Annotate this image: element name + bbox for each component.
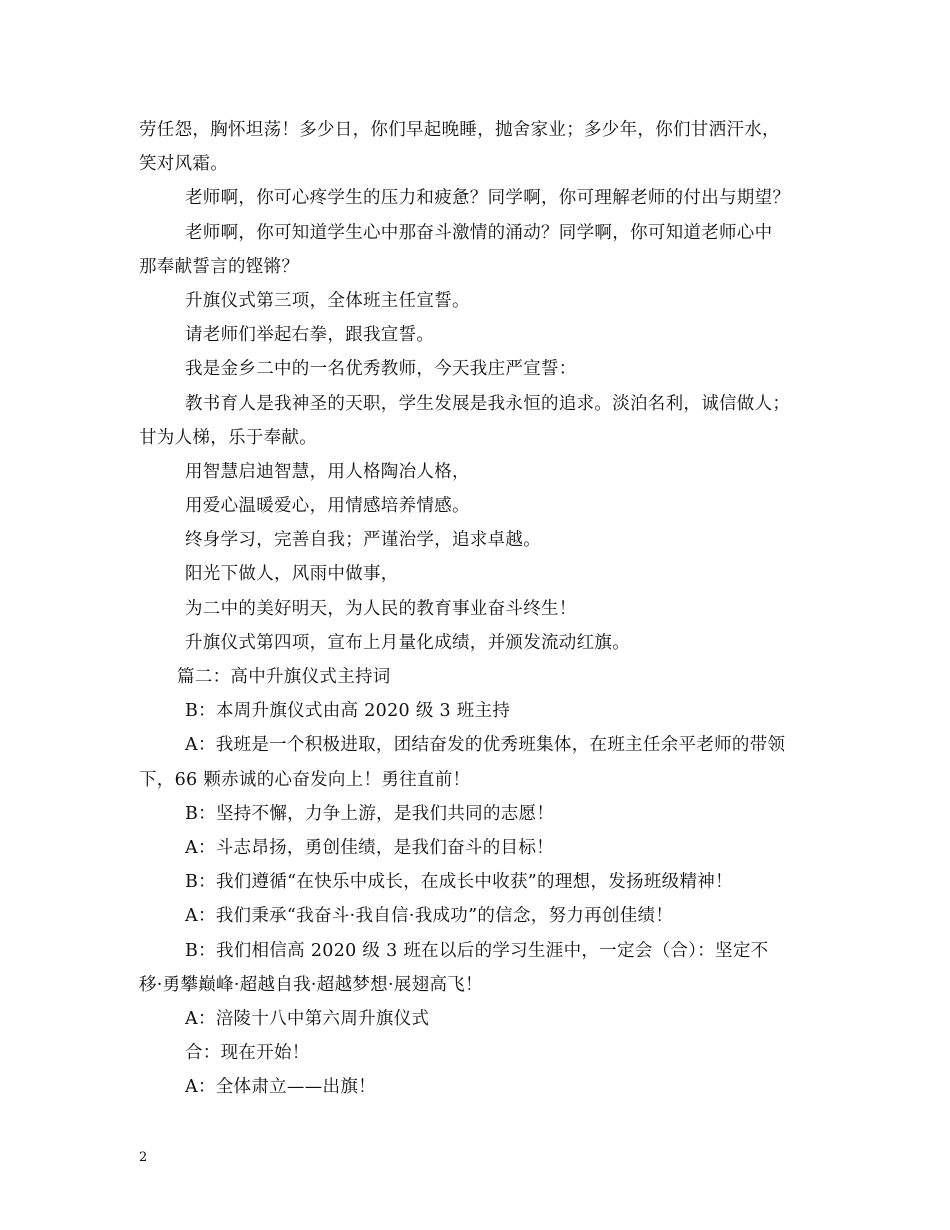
text-line: 升旗仪式第四项，宣布上月量化成绩，并颁发流动红旗。 [185,632,630,653]
text-line: B：我们相信高 2020 级 3 班在以后的学习生涯中，一定会（合）：坚定不 [185,940,769,961]
text-line: 用智慧启迪智慧，用人格陶冶人格， [185,461,470,482]
text-line: B：我们遵循“在快乐中成长，在成长中收获”的理想，发扬班级精神！ [185,872,733,893]
text-line: B：本周升旗仪式由高 2020 级 3 班主持 [185,701,511,722]
text-line: 劳任怨，胸怀坦荡！多少日，你们早起晚睡，抛舍家业；多少年，你们甘洒汗水， [139,120,780,140]
text-line: A：我班是一个积极进取，团结奋发的优秀班集体，在班主任余平老师的带领 [185,735,786,756]
page-number: 2 [139,1150,148,1165]
text-line: 我是金乡二中的一名优秀教师，今天我庄严宣誓： [185,359,577,380]
text-line: A：全体肃立——出旗！ [185,1077,376,1098]
text-line: 终身学习，完善自我；严谨治学，追求卓越。 [185,530,541,551]
text-line: B：坚持不懈，力争上游，是我们共同的志愿！ [185,803,555,824]
text-line: A：涪陵十八中第六周升旗仪式 [185,1008,430,1029]
text-line: A：我们秉承“我奋斗·我自信·我成功”的信念，努力再创佳绩！ [185,906,674,927]
text-line: 笑对风霜。 [139,154,228,175]
text-line: 升旗仪式第三项，全体班主任宣誓。 [185,290,470,311]
text-line: 请老师们举起右拳，跟我宣誓。 [185,325,435,346]
text-line: 下，66 颗赤诚的心奋发向上！勇往直前！ [139,769,471,790]
text-line: 合：现在开始！ [185,1043,310,1064]
document-body [139,113,819,1104]
text-line: 老师啊，你可知道学生心中那奋斗激情的涌动？同学啊，你可知道老师心中 [185,222,773,243]
text-line: A：斗志昂扬，勇创佳绩，是我们奋斗的目标！ [185,837,554,858]
text-line: 甘为人梯，乐于奉献。 [139,427,317,448]
text-line: 移·勇攀巅峰·超越自我·超越梦想·展翅高飞！ [139,974,483,995]
text-line: 用爱心温暖爱心，用情感培养情感。 [185,496,470,517]
text-line: 教书育人是我神圣的天职，学生发展是我永恒的追求。淡泊名利，诚信做人； [185,393,791,414]
text-line: 阳光下做人，风雨中做事， [185,564,399,585]
text-line: 那奉献誓言的铿锵？ [139,256,300,277]
text-line: 老师啊，你可心疼学生的压力和疲惫？同学啊，你可理解老师的付出与期望？ [185,188,791,209]
text-line: 篇二：高中升旗仪式主持词 [177,667,391,687]
text-line: 为二中的美好明天，为人民的教育事业奋斗终生！ [185,598,577,619]
